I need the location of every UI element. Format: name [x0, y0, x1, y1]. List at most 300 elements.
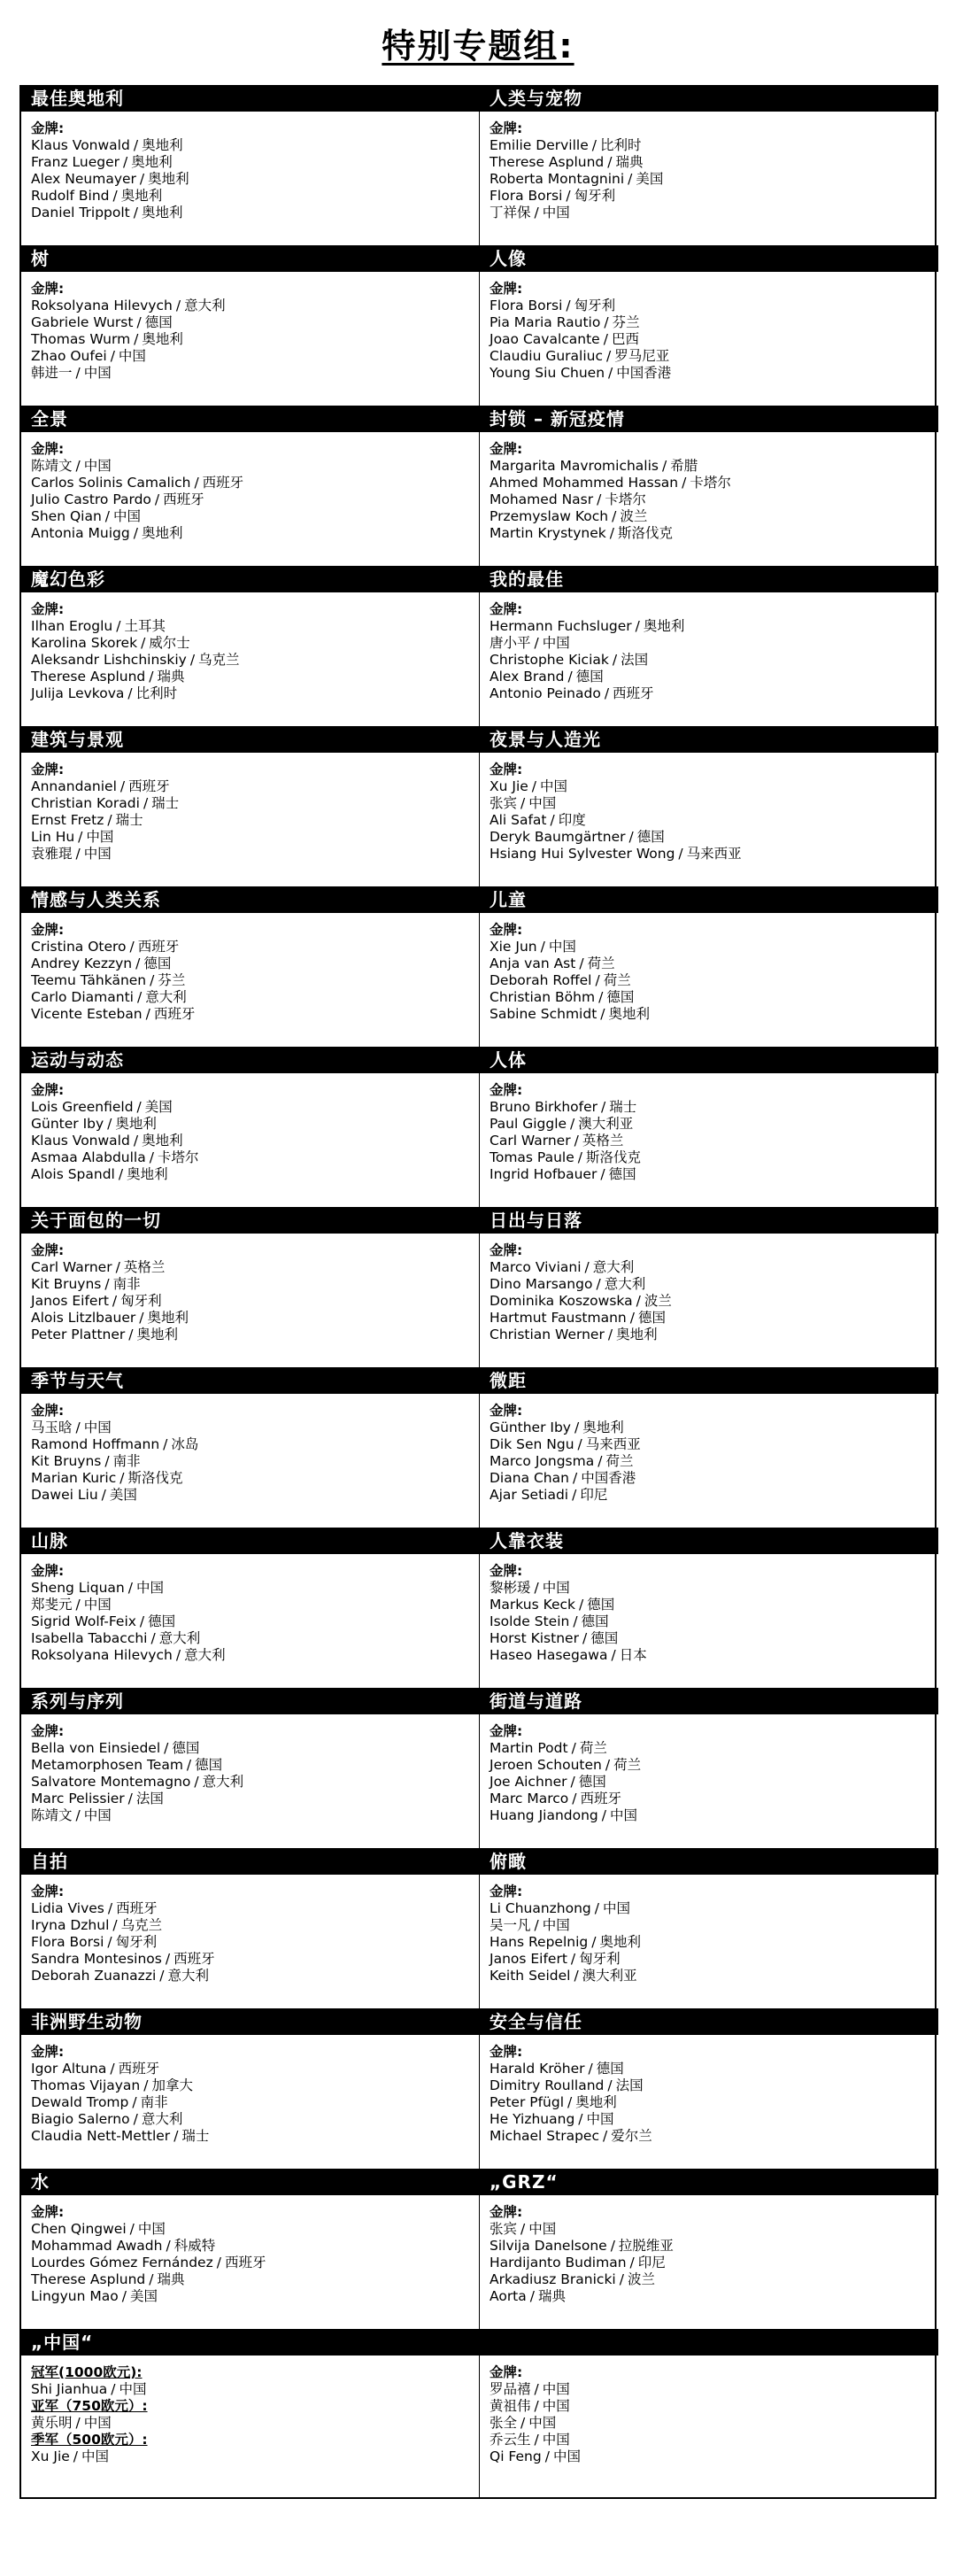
category-body [21, 913, 479, 1023]
winner-name: Dik Sen Ngu [490, 1436, 574, 1452]
category-title: „中国“ [21, 2329, 479, 2356]
winner-country: 斯洛伐克 [617, 525, 673, 541]
winner-country: 匈牙利 [574, 298, 616, 313]
winner-name: Janos Eifert [31, 1293, 109, 1309]
winner-name: Aleksandr Lishchinskiy [31, 652, 187, 668]
category-title: 最佳奥地利 [21, 85, 479, 112]
gold-label: 金牌: [490, 1884, 523, 1899]
winner-country: 西班牙 [137, 939, 180, 955]
winner-name: Zhao Oufei [31, 348, 107, 364]
winner-entry [490, 989, 938, 1006]
winner-entry [490, 635, 938, 652]
winner-country: 德国 [637, 1310, 666, 1326]
category-title: 人类与宠物 [480, 85, 938, 112]
winner-country: 奥地利 [575, 2094, 617, 2110]
category-body [21, 753, 479, 863]
winner-entry [490, 1420, 938, 1436]
winner-entry [31, 1934, 479, 1951]
winner-name: Mohamed Nasr [490, 491, 594, 507]
winner-entry [31, 2381, 479, 2398]
winner-country: 瑞士 [115, 812, 143, 828]
gold-label: 金牌: [490, 1242, 523, 1258]
separator: / [136, 1099, 142, 1115]
winner-name: Pia Maria Rautio [490, 314, 601, 330]
winner-entry [490, 939, 938, 955]
winner-country: 中国 [542, 635, 570, 651]
winner-country: 奥地利 [582, 1420, 624, 1435]
winner-entry [31, 1774, 479, 1791]
category-card [21, 1688, 480, 1848]
winner-name: Kit Bruyns [31, 1276, 102, 1292]
winner-country: 奥地利 [141, 525, 183, 541]
winner-country: 意大利 [145, 989, 187, 1005]
winner-country: 意大利 [184, 298, 226, 313]
winner-country: 荷兰 [579, 1740, 607, 1756]
separator: / [534, 2381, 539, 2397]
winner-name: Hans Repelnig [490, 1934, 589, 1950]
winner-entry [31, 939, 479, 955]
winner-name: Iryna Dzhul [31, 1917, 110, 1933]
separator: / [136, 314, 142, 330]
category-card [21, 1047, 480, 1207]
winner-entry [490, 1327, 938, 1343]
winner-country: 印度 [558, 812, 586, 828]
winner-entry [490, 1647, 938, 1664]
winner-name: Sandra Montesinos [31, 1951, 162, 1967]
separator: / [139, 1613, 145, 1629]
separator: / [73, 2448, 79, 2464]
separator: / [534, 205, 539, 220]
separator: / [600, 1166, 605, 1182]
category-card [21, 406, 480, 566]
winner-name: Claudiu Guraliuc [490, 348, 604, 364]
winner-entry [490, 508, 938, 525]
winner-name: Christian Böhm [490, 989, 596, 1005]
winner-country: 德国 [195, 1757, 223, 1773]
winner-name: Asmaa Alabdulla [31, 1149, 146, 1165]
winner-entry [31, 475, 479, 491]
separator: / [570, 1951, 576, 1967]
category-body [21, 2356, 479, 2465]
winner-name: Hardijanto Budiman [490, 2255, 627, 2270]
winner-entry [31, 2448, 479, 2465]
separator: / [600, 1006, 605, 1022]
winner-country: 比利时 [135, 685, 178, 701]
winner-entry [31, 1757, 479, 1774]
winner-country: 中国 [542, 2398, 570, 2414]
winner-entry [490, 331, 938, 348]
winner-name: Przemyslaw Koch [490, 508, 609, 524]
winner-entry [31, 2128, 479, 2145]
separator: / [111, 2381, 116, 2397]
category-body [21, 272, 479, 382]
winner-country: 德国 [581, 1613, 609, 1629]
winner-name: Mohammad Awadh [31, 2238, 163, 2254]
winner-name: Hartmut Faustmann [490, 1310, 627, 1326]
winner-entry [31, 1647, 479, 1664]
winner-country: 奥地利 [127, 1166, 168, 1182]
winner-country: 美国 [129, 2288, 158, 2304]
winner-entry [31, 458, 479, 475]
winner-entry [490, 1149, 938, 1166]
winner-name: Metamorphosen Team [31, 1757, 183, 1773]
winner-name: Sheng Liquan [31, 1580, 125, 1596]
winner-name: 黄乐明 [31, 2415, 73, 2431]
winner-name: Roksolyana Hilevych [31, 298, 173, 313]
winner-country: 德国 [144, 314, 173, 330]
winner-entry [490, 188, 938, 205]
category-card [480, 406, 938, 566]
separator: / [520, 795, 526, 811]
winner-name: Marian Kuric [31, 1470, 117, 1486]
winner-name: Carlos Solinis Camalich [31, 475, 191, 491]
separator: / [596, 1276, 601, 1292]
category-title: 封锁 – 新冠疫情 [480, 406, 938, 432]
separator: / [607, 1327, 613, 1342]
winner-name: Dewald Tromp [31, 2094, 129, 2110]
winner-name: Hermann Fuchsluger [490, 618, 632, 634]
category-title: 人体 [480, 1047, 938, 1073]
winner-entry [490, 2398, 938, 2415]
winner-entry [490, 1807, 938, 1824]
winner-name: Claudia Nett-Mettler [31, 2128, 171, 2144]
separator: / [104, 1276, 110, 1292]
gold-label: 金牌: [31, 1563, 65, 1579]
winner-name: Ramond Hoffmann [31, 1436, 160, 1452]
winner-entry [490, 348, 938, 365]
category-title-empty [480, 2329, 938, 2356]
winner-country: 奥地利 [115, 1116, 157, 1132]
winner-name: Christian Koradi [31, 795, 140, 811]
winner-name: Marc Marco [490, 1791, 569, 1806]
winner-country: 科威特 [173, 2238, 216, 2254]
winner-country: 中国 [113, 508, 142, 524]
winner-entry [490, 955, 938, 972]
winner-entry [490, 1453, 938, 1470]
winner-entry [490, 1757, 938, 1774]
winner-name: Marco Jongsma [490, 1453, 595, 1469]
gold-label: 金牌: [490, 1082, 523, 1098]
winner-country: 德国 [148, 1613, 176, 1629]
winner-entry [31, 1327, 479, 1343]
winner-country: 德国 [578, 1774, 606, 1790]
winner-name: He Yizhuang [490, 2111, 575, 2127]
category-title: 街道与道路 [480, 1688, 938, 1714]
winner-country: 罗马尼亚 [614, 348, 670, 364]
winner-country: 澳大利亚 [582, 1968, 637, 1984]
winner-entry [490, 652, 938, 669]
winner-name: Keith Seidel [490, 1968, 571, 1984]
winner-entry [490, 2432, 938, 2448]
separator: / [566, 298, 571, 313]
winner-name: Margarita Mavromichalis [490, 458, 659, 474]
separator: / [520, 2415, 526, 2431]
separator: / [601, 1099, 606, 1115]
winner-country: 乌克兰 [198, 652, 240, 668]
separator: / [120, 1470, 125, 1486]
winner-name: 郑斐元 [31, 1597, 73, 1613]
category-body [480, 753, 938, 863]
winner-country: 意大利 [202, 1774, 244, 1790]
winner-country: 中国香港 [616, 365, 672, 381]
winner-name: 陈靖文 [31, 1807, 73, 1823]
separator: / [534, 2432, 539, 2448]
winner-entry [31, 1006, 479, 1023]
winner-entry [31, 795, 479, 812]
winner-entry [31, 508, 479, 525]
winner-country: 西班牙 [153, 1006, 196, 1022]
separator: / [567, 669, 573, 685]
category-body [21, 1554, 479, 1664]
winner-entry [490, 2255, 938, 2271]
winner-name: Arkadiusz Branicki [490, 2271, 616, 2287]
winner-country: 西班牙 [128, 778, 170, 794]
winner-entry [31, 989, 479, 1006]
winner-name: Haseo Hasegawa [490, 1647, 608, 1663]
winner-country: 中国 [540, 778, 568, 794]
winner-name: Xu Jie [31, 2448, 70, 2464]
winner-country: 中国 [83, 1597, 112, 1613]
category-body [480, 1554, 938, 1664]
separator: / [120, 778, 126, 794]
category-title: 儿童 [480, 886, 938, 913]
winner-name: Ahmed Mohammed Hassan [490, 475, 679, 491]
winner-country: 中国 [118, 348, 146, 364]
winner-name: Martin Krystynek [490, 525, 606, 541]
category-body [480, 1073, 938, 1183]
winner-country: 意大利 [167, 1968, 210, 1984]
winner-entry [490, 2288, 938, 2305]
winner-entry [31, 298, 479, 314]
winner-entry [490, 475, 938, 491]
separator: / [604, 314, 609, 330]
separator: / [577, 1436, 582, 1452]
winner-entry [490, 1968, 938, 1984]
category-body [480, 112, 938, 221]
separator: / [78, 829, 83, 845]
winner-country: 中国 [542, 1917, 570, 1933]
winner-entry [31, 2221, 479, 2238]
winner-country: 奥地利 [136, 1327, 179, 1342]
winner-entry [31, 2255, 479, 2271]
category-body [21, 1714, 479, 1824]
separator: / [107, 812, 112, 828]
category-body [21, 2035, 479, 2145]
winner-entry [31, 331, 479, 348]
category-body [480, 913, 938, 1023]
separator: / [159, 1968, 165, 1984]
winner-name: Thomas Wurm [31, 331, 131, 347]
winner-entry [490, 812, 938, 829]
gold-label: 金牌: [490, 2044, 523, 2060]
winner-country: 西班牙 [118, 2061, 160, 2077]
separator: / [128, 1327, 134, 1342]
category-body [480, 592, 938, 702]
winner-entry [31, 1630, 479, 1647]
winner-entry [490, 1917, 938, 1934]
category-body [480, 272, 938, 382]
category-card [480, 1207, 938, 1367]
winner-name: Huang Jiandong [490, 1807, 598, 1823]
winner-name: Kit Bruyns [31, 1453, 102, 1469]
winner-name: Flora Borsi [490, 298, 563, 313]
winner-country: 匈牙利 [574, 188, 616, 204]
winner-name: Klaus Vonwald [31, 137, 130, 153]
category-title: 人像 [480, 245, 938, 272]
winner-country: 中国 [586, 2111, 614, 2127]
separator: / [107, 1116, 112, 1132]
separator: / [605, 1757, 611, 1773]
separator: / [534, 2398, 539, 2414]
category-title: 魔幻色彩 [21, 566, 479, 592]
winner-name: Cristina Otero [31, 939, 127, 955]
winner-entry [31, 1259, 479, 1276]
winner-entry [31, 2094, 479, 2111]
winner-name: Thomas Vijayan [31, 2077, 141, 2093]
winner-entry [31, 2271, 479, 2288]
winner-country: 中国 [83, 458, 112, 474]
winner-entry [490, 525, 938, 542]
winner-country: 中国 [83, 365, 112, 381]
winner-entry [31, 1149, 479, 1166]
separator: / [601, 1807, 606, 1823]
separator: / [579, 1597, 584, 1613]
winner-name: Karolina Skorek [31, 635, 138, 651]
category-card [480, 1047, 938, 1207]
winner-name: Deborah Zuanazzi [31, 1968, 157, 1984]
china-gold-card [480, 2329, 938, 2497]
winner-entry [31, 188, 479, 205]
category-title: 安全与信任 [480, 2008, 938, 2035]
winner-entry [31, 2288, 479, 2305]
winner-name: Julija Levkova [31, 685, 125, 701]
separator: / [121, 2288, 127, 2304]
winner-country: 荷兰 [603, 972, 631, 988]
winner-country: 奥地利 [616, 1327, 658, 1342]
winner-country: 意大利 [592, 1259, 635, 1275]
winner-country: 马来西亚 [686, 846, 742, 862]
winner-entry [490, 1436, 938, 1453]
winner-entry [490, 846, 938, 863]
gold-label: 金牌: [31, 1723, 65, 1739]
separator: / [107, 1900, 113, 1916]
prize-label: 冠军(1000欧元): [31, 2364, 143, 2380]
separator: / [104, 508, 111, 524]
winner-country: 中国 [81, 2448, 110, 2464]
category-body [480, 432, 938, 542]
separator: / [635, 618, 640, 634]
category-title: 自拍 [21, 1848, 479, 1875]
winner-name: Ernst Fretz [31, 812, 104, 828]
winner-country: 中国 [542, 2381, 570, 2397]
winner-name: Alex Brand [490, 669, 565, 685]
separator: / [611, 1647, 616, 1663]
winner-country: 英格兰 [582, 1133, 624, 1149]
category-title: 人靠衣装 [480, 1528, 938, 1554]
category-card [21, 566, 480, 726]
winner-country: 奥地利 [643, 618, 685, 634]
winner-name: Alois Litzlbauer [31, 1310, 136, 1326]
gold-label: 金牌: [31, 1242, 65, 1258]
separator: / [133, 2111, 138, 2127]
category-card [21, 245, 480, 406]
winner-entry [31, 1900, 479, 1917]
separator: / [574, 1420, 580, 1435]
winner-country: 中国 [528, 2221, 557, 2237]
winner-name: Markus Keck [490, 1597, 575, 1613]
winner-entry [31, 1436, 479, 1453]
winner-country: 中国 [548, 939, 576, 955]
winner-name: Young Siu Chuen [490, 365, 605, 381]
winner-name: Christophe Kiciak [490, 652, 609, 668]
winner-country: 中国 [83, 1420, 112, 1435]
separator: / [612, 508, 617, 524]
category-card [480, 1688, 938, 1848]
separator: / [682, 475, 687, 491]
page-title: 特别专题组: [382, 27, 574, 66]
winner-country: 奥地利 [147, 1310, 189, 1326]
separator: / [607, 154, 613, 170]
category-card [21, 2008, 480, 2169]
winner-country: 日本 [619, 1647, 647, 1663]
winner-name: Therese Asplund [31, 669, 146, 685]
winner-entry [31, 491, 479, 508]
gold-label: 金牌: [490, 922, 523, 938]
separator: / [529, 2288, 535, 2304]
category-body [21, 1875, 479, 1984]
gold-label: 金牌: [31, 1082, 65, 1098]
winner-name: 张宾 [490, 795, 518, 811]
separator: / [145, 1006, 150, 1022]
separator: / [143, 2077, 149, 2093]
winner-country: 冰岛 [171, 1436, 199, 1452]
winner-country: 西班牙 [163, 491, 204, 507]
winner-country: 瑞士 [609, 1099, 637, 1115]
winner-country: 奥地利 [142, 331, 183, 347]
separator: / [129, 939, 135, 955]
winner-name: Roksolyana Hilevych [31, 1647, 173, 1663]
winner-name: 韩进一 [31, 365, 73, 381]
winner-entry [31, 1276, 479, 1293]
winner-name: Igor Altuna [31, 2061, 107, 2077]
category-card [21, 1207, 480, 1367]
winner-country: 奥地利 [148, 171, 189, 187]
winner-entry [31, 1917, 479, 1934]
separator: / [112, 1293, 118, 1309]
winner-entry [490, 669, 938, 685]
gold-label: 金牌: [490, 601, 523, 617]
winner-name: Alois Spandl [31, 1166, 115, 1182]
category-body [21, 2195, 479, 2305]
winner-name: Hsiang Hui Sylvester Wong [490, 846, 675, 862]
category-body [21, 592, 479, 702]
winner-country: 德国 [608, 1166, 636, 1182]
separator: / [133, 137, 139, 153]
separator: / [573, 1613, 578, 1629]
separator: / [127, 1580, 133, 1596]
winner-country: 德国 [143, 955, 172, 971]
winner-country: 匈牙利 [579, 1951, 621, 1967]
winner-name: Silvija Danelsone [490, 2238, 607, 2254]
gold-label: 金牌: [490, 2204, 523, 2220]
separator: / [662, 458, 667, 474]
winner-name: 袁雅琨 [31, 846, 73, 862]
winner-name: Deryk Baumgärtner [490, 829, 626, 845]
winner-name: Chen Qingwei [31, 2221, 127, 2237]
gold-label: 金牌: [490, 1563, 523, 1579]
separator: / [606, 348, 612, 364]
winner-name: 唐小平 [490, 635, 531, 651]
